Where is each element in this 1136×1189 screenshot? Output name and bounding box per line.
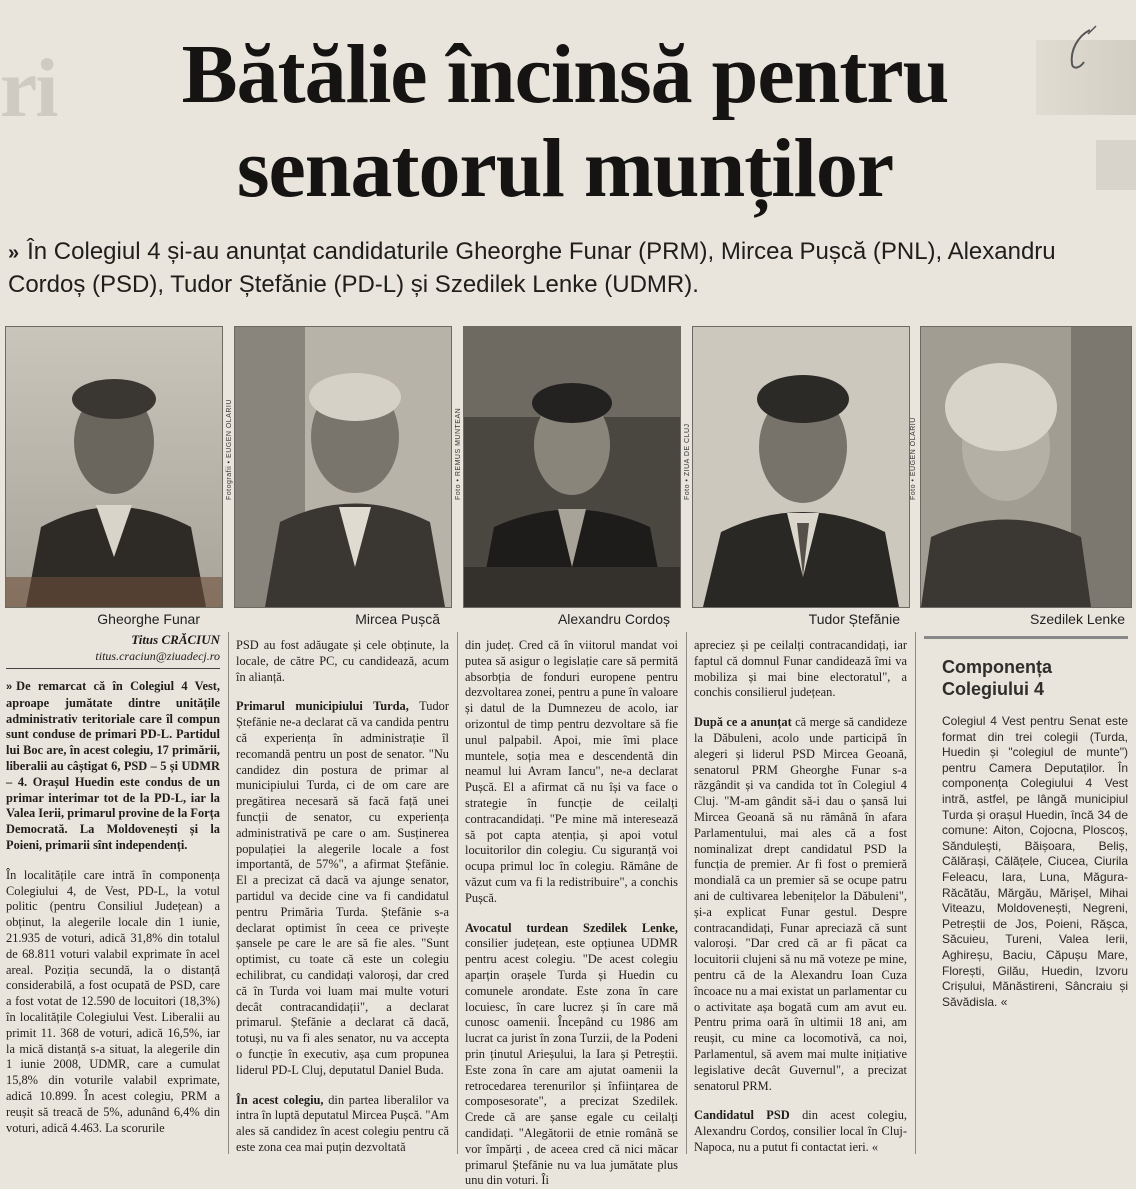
body-paragraph: apreciez și pe ceilalți contracandidați, iar faptul că domnul Funar candidează îmi va mobiliza și mai bine electoratul", a conchis consilierul județean.: [694, 638, 907, 700]
standfirst-text: În Colegiul 4 și-au anunțat candidaturile Gheorghe Funar (PRM), Mircea Pușcă (PNL), Alexandru Cordoș (PSD), Tudor Ștefănie (PD-L) și Szedilek Lenke (UDMR).: [8, 238, 1056, 298]
paragraph-lead-in: După ce a anunțat: [694, 715, 792, 730]
body-paragraph: După ce a anunțat că merge să candideze la Dăbuleni, acolo unde participă în alegeri și liderul PSD Mircea Geoană, senatorul PRM Gheorghe Funar s-a răzgândit și va candida tot în Colegiul 4 Cluj. "M-am gândit să-i dau o șansă lui Mircea Geoană să nu rămână în afara Parlamentului, mai ales că a fost nominalizat drept candidatul PSD la funcția de premier. Ar fi fost o premieră mondială ca un premier să se ocupe patru ani de cultivarea lebenițelor la Dăbuleni", și-a explicat Funar gestul. Despre contracandidați, Funar apreciază că sunt valoroși. "Dar cred că ar fi păcat ca locuitorii clujeni să nu mă voteze pe mine, pentru că de la Alexandru Ioan Cuza încoace nu a mai existat un parlamentar cu o activitate așa bogată cum am avut eu. Pentru prima oară în ultimii 18 ani, am reușit, cu mine ca locomotivă, ca noi, Parlamentul, să avem mai multe inițiative legislative decât Guvernul", a precizat senatorul PRM.: [694, 715, 907, 1093]
column-rule: [457, 632, 458, 1154]
paragraph-lead-in: Primarul municipiului Turda,: [236, 699, 409, 714]
sidebar-box: [922, 640, 1128, 1010]
candidate-photo: [692, 326, 910, 608]
paragraph-lead-in: În acest colegiu,: [236, 1092, 324, 1107]
pen-mark-icon: [1060, 22, 1100, 82]
box-title: Componența Colegiului 4: [942, 657, 1052, 699]
article-column-2: [236, 638, 449, 1156]
body-paragraph: În localitățile care intră în componența Colegiului 4, de Vest, PD-L, la votul politic (pentru Consiliul Județean) a obținut, la alegerile locale din 1 iunie, 21.935 de voturi, adică 31,8% din totalul de 68.811 voturi valabil exprimate în acel areal. Poziția secundă, la o distanță considerabilă, a fost ocupată de PSD, care a fost votat de 12.590 de locuitori (18,3%) în localitățile Colegiului Vest. Liberalii au primit 11. 368 de voturi, adică 16,5%, iar la mică distanță s-a situat, la alegerile din 1 iunie 2008, UDMR, care a cumulat 15,8% din voturile valabil exprimate, adică 10.899. În acest colegiu, PRM a reușit să treacă de 5%, adunând 6,4% din voturi, adică 4.463. La scorurile: [6, 867, 220, 1135]
column-rule: [686, 632, 687, 1154]
headline-line-2: senatorul munților: [236, 122, 894, 215]
column-rule: [228, 632, 229, 1154]
body-paragraph: Avocatul turdean Szedilek Lenke, consilier județean, este opțiunea UDMR pentru acest colegiu. "De acest colegiu aparțin orașele Turda și Huedin cu comunele arondate. Este zona în care locuiesc, în care lucrez și în care mă cunosc oamenii. Începând cu 1986 am lucrat ca jurist în zona Turzii, de la Podeni prin ținutul Arieșului, la Iara și Petreștii. Este zona în care am ajutat oamenii la retrocedarea terenurilor și înființarea de composesorate", a precizat Szedilek. Crede că are șanse egale cu ceilalți candidați. "Alegătorii de etnie română se vor împărți , de aceea cred că nici măcar primarul Ștefănie nu va lua jumătate plus unu din voturi. Îi: [465, 920, 678, 1188]
photo-credit: Foto • ZIUA DE CLUJ: [684, 423, 691, 500]
adjacent-page-edge: [1096, 140, 1136, 190]
lead-paragraph: [6, 679, 220, 854]
headline: [60, 28, 1070, 216]
candidate-photo: [5, 326, 223, 608]
standfirst: [8, 236, 1128, 301]
article-column-4: [694, 638, 907, 1156]
photo-caption: Szedilek Lenke: [1030, 611, 1125, 627]
body-paragraph: din județ. Cred că în viitorul mandat voi putea să asigur o legislație care să permită absorbția de fonduri europene pentru dezvoltarea zonei, pentru a pune în valoare și datul de la Dumnezeu de acolo, iar orizontul de timp pentru dezvoltare să fie unul palpabil. Apoi, mie îmi place muntele, soția mea e descendentă din neamul lui Avram Iancu", ne-a declarat Pușcă. El a afirmat că nu își va face o strategie în funcție de ceilalți contracandidați. "Pe mine mă interesează să pot capta atenția, și apoi votul locuitorilor din colegiu. Cu siguranță voi ocupa primul loc în colegiu. Rămâne de văzut cum va fi la redistribuire", a conchis Pușcă.: [465, 638, 678, 905]
candidate-photo: [463, 326, 681, 608]
photo-caption: Gheorghe Funar: [97, 611, 200, 627]
body-paragraph: În acest colegiu, din partea liberalilor va intra în luptă deputatul Mircea Pușcă. "Am ales să candidez în acest colegiu pentru că este zona cea mai puțin dezvoltată: [236, 1092, 449, 1154]
bleed-through-text: ri: [0, 42, 57, 135]
lead-marker: »: [6, 681, 13, 693]
photo-caption: Mircea Pușcă: [355, 611, 440, 627]
byline-email: titus.craciun@ziuadecj.ro: [6, 648, 220, 669]
paragraph-lead-in: Avocatul turdean Szedilek Lenke,: [465, 920, 678, 935]
byline-author: Titus CRĂCIUN: [131, 632, 220, 647]
candidate-photo: [920, 326, 1132, 608]
paragraph-lead-in: Candidatul PSD: [694, 1108, 790, 1123]
photo-caption: Tudor Ștefănie: [808, 611, 900, 627]
photo-credit: Foto • REMUS MUNTEAN: [455, 407, 462, 500]
lead-text: De remarcat că în Colegiul 4 Vest, aproape jumătate dintre unitățile administrativ teritoriale care îl compun sunt conduse de primari PD-L. Partidul lui Boc are, în acest colegiu, 17 primării, liberalii au câștigat 6, PSD – 5 și UDMR – 4. Orașul Huedin este condus de un primar interimar tot de la PD-L, iar la Valea Ierii, primarul provine de la Forța Democrată. La Moldovenești și la Poieni, primarii sînt independenți.: [6, 679, 220, 852]
body-paragraph: PSD au fost adăugate și cele obținute, la locale, de către PC, cu candidează, acum în alianță.: [236, 638, 449, 684]
article-column-1: [6, 632, 220, 1136]
headline-line-1: Bătălie încinsă pentru: [181, 28, 949, 121]
body-paragraph: Primarul municipiului Turda, Tudor Ștefănie ne-a declarat că va candida pentru că experiența în administrație îl recomandă pentru un post de senator. "Nu candidez din postura de primar al municipiului Turda, ci de om care are pregătirea necesară să facă față unei funcții de senator, cu experiența administrativă pe care o am. Susținerea populației la alegerile locale a fost importantă, de 57%", a afirmat Ștefănie. El a precizat că dacă va ajunge senator, partidul va decide cine va fi candidatul pentru Primăria Turda. Ștefănie s-a declarat optimist în ceea ce privește șansele pe care le are să fie ales. "Sunt optimist, cu toate că este un colegiu echilibrat, cu candidați valoroși, dar cred că în Turda voi luam mai multe voturi decât contracandidații", a declarat primarul. Ștefănie a declarat că dacă, totuși, nu va fi ales senator, nu va accepta o funcție în executiv, așa cum propunea liderul PD-L Cluj, deputatul Daniel Buda.: [236, 699, 449, 1077]
column-rule: [915, 632, 916, 1154]
photo-credit: Fotografii • EUGEN OLARIU: [226, 399, 233, 500]
end-marker: «: [871, 1139, 879, 1154]
photo-credit: Foto • EUGEN OLARIU: [910, 417, 917, 500]
body-paragraph: Candidatul PSD din acest colegiu, Alexandru Cordoș, consilier local în Cluj-Napoca, nu a putut fi contactat ieri. «: [694, 1108, 907, 1154]
article-column-3: [465, 638, 678, 1189]
photo-caption: Alexandru Cordoș: [557, 611, 670, 627]
standfirst-marker: »: [8, 242, 20, 264]
end-marker: «: [1000, 994, 1008, 1009]
candidate-photo: [234, 326, 452, 608]
box-top-rule: [924, 636, 1128, 639]
box-body: Colegiul 4 Vest pentru Senat este format din trei colegii (Turda, Huedin și "colegiul de munte") pentru Camera Deputaților. În componența Colegiului 4 Vest intră, astfel, pe lângă municipiul Turda și orașul Huedin, încă 34 de comune: Aiton, Cojocna, Ploscoș, Săndulești, Băișoara, Beliș, Călărași, Călățele, Ciucea, Ciurila Feleacu, Iara, Luna, Măgura-Răcătău, Mărgău, Mărișel, Mihai Viteazu, Moldovenești, Negreni, Petreștii de Jos, Poieni, Rășca, Săcuieu, Tureni, Valea Ierii, Aghireșu, Baciu, Căpușu Mare, Florești, Gilău, Huedin, Izvoru Crișului, Mănăstireni, Sâncraiu și Săvădisla. «: [942, 714, 1128, 1009]
